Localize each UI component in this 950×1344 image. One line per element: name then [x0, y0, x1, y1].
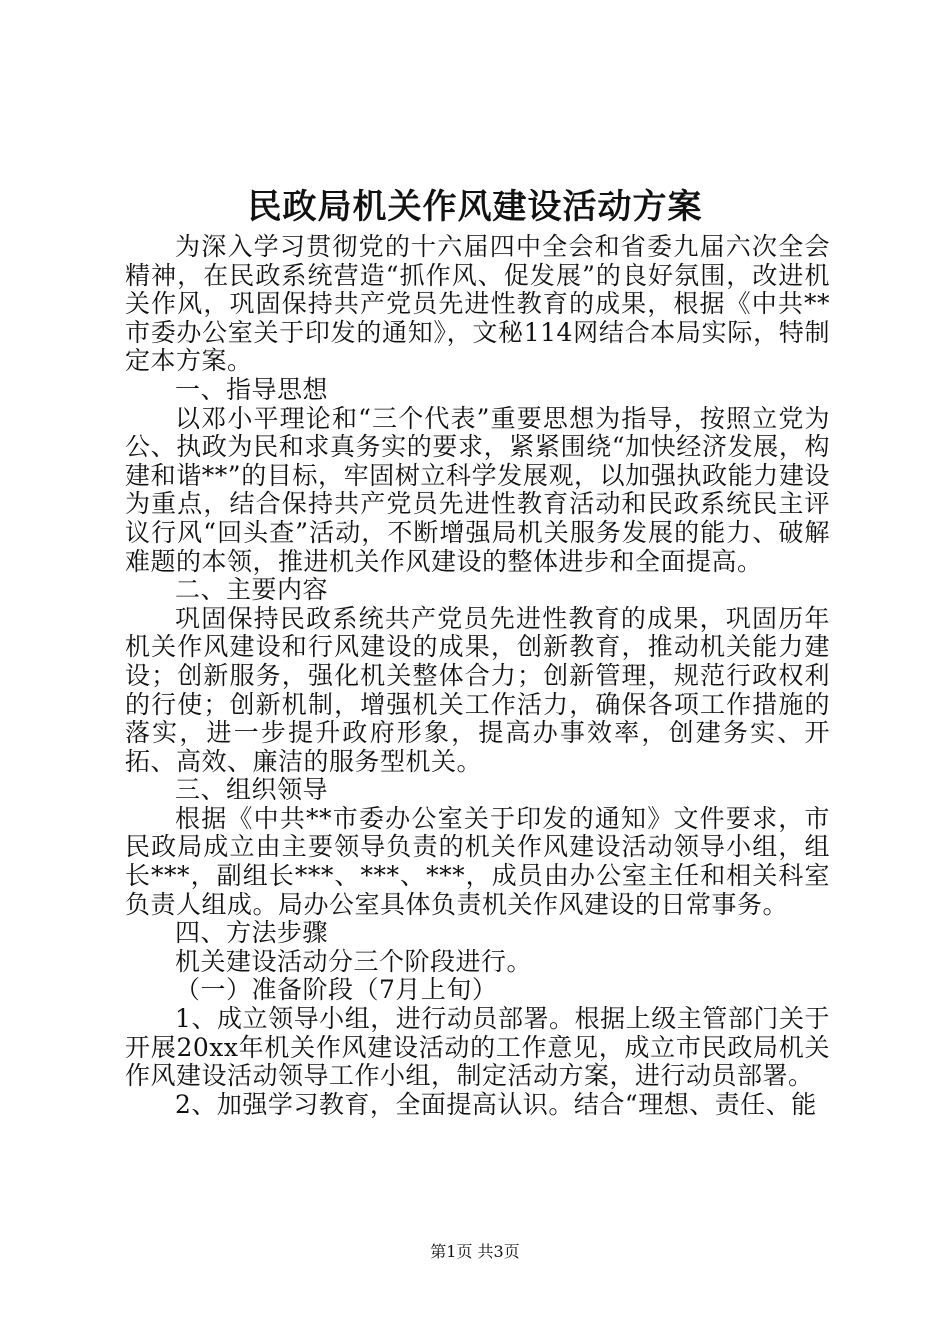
document-title: 民政局机关作风建设活动方案: [247, 187, 703, 227]
body-paragraph: 根据《中共**市委办公室关于印发的通知》文件要求，市民政局成立由主要领导负责的机关作风建设活动领导小组，组长***，副组长***、***、***，成员由办公室主任和相关科室负责人组成。局办公室具体负责机关作风建设的日常事务。: [125, 803, 830, 919]
intro-paragraph: 为深入学习贯彻党的十六届四中全会和省委九届六次全会精神，在民政系统营造“抓作风、促发展”的良好氛围，改进机关作风，巩固保持共产党员先进性教育的成果，根据《中共**市委办公室关于印发的通知》，文秘114网结合本局实际，特制定本方案。: [125, 232, 830, 376]
section-heading: 四、方法步骤: [175, 918, 329, 948]
body-paragraph: 巩固保持民政系统共产党员先进性教育的成果，巩固历年机关作风建设和行风建设的成果，创新教育，推动机关能力建设；创新服务，强化机关整体合力；创新管理，规范行政权利的行使；创新机制，增强机关工作活力，确保各项工作措施的落实，进一步提升政府形象，提高办事效率，创建务实、开拓、高效、廉洁的服务型机关。: [125, 603, 830, 776]
section-heading: 三、组织领导: [175, 775, 329, 805]
body-paragraph: 2、加强学习教育，全面提高认识。结合“理想、责任、能: [175, 1089, 817, 1119]
body-paragraph: 以邓小平理论和“三个代表”重要思想为指导，按照立党为公、执政为民和求真务实的要求，紧紧围绕“加快经济发展，构建和谐**”的目标，牢固树立科学发展观，以加强执政能力建设为重点，结合保持共产党员先进性教育活动和民政系统民主评议行风“回头查”活动，不断增强局机关服务发展的能力、破解难题的本领，推进机关作风建设的整体进步和全面提高。: [125, 403, 830, 576]
section-heading: 一、指导思想: [175, 374, 329, 404]
body-paragraph: 机关建设活动分三个阶段进行。: [175, 946, 533, 976]
page-number-footer: 第1页 共3页: [430, 1242, 520, 1261]
body-paragraph: 1、成立领导小组，进行动员部署。根据上级主管部门关于开展20xx年机关作风建设活动的工作意见，成立市民政局机关作风建设活动领导工作小组，制定活动方案，进行动员部署。: [125, 1004, 830, 1091]
subsection-heading: （一）准备阶段（7月上旬）: [175, 975, 498, 1005]
section-heading: 二、主要内容: [175, 575, 329, 605]
document-body: [125, 233, 830, 1119]
